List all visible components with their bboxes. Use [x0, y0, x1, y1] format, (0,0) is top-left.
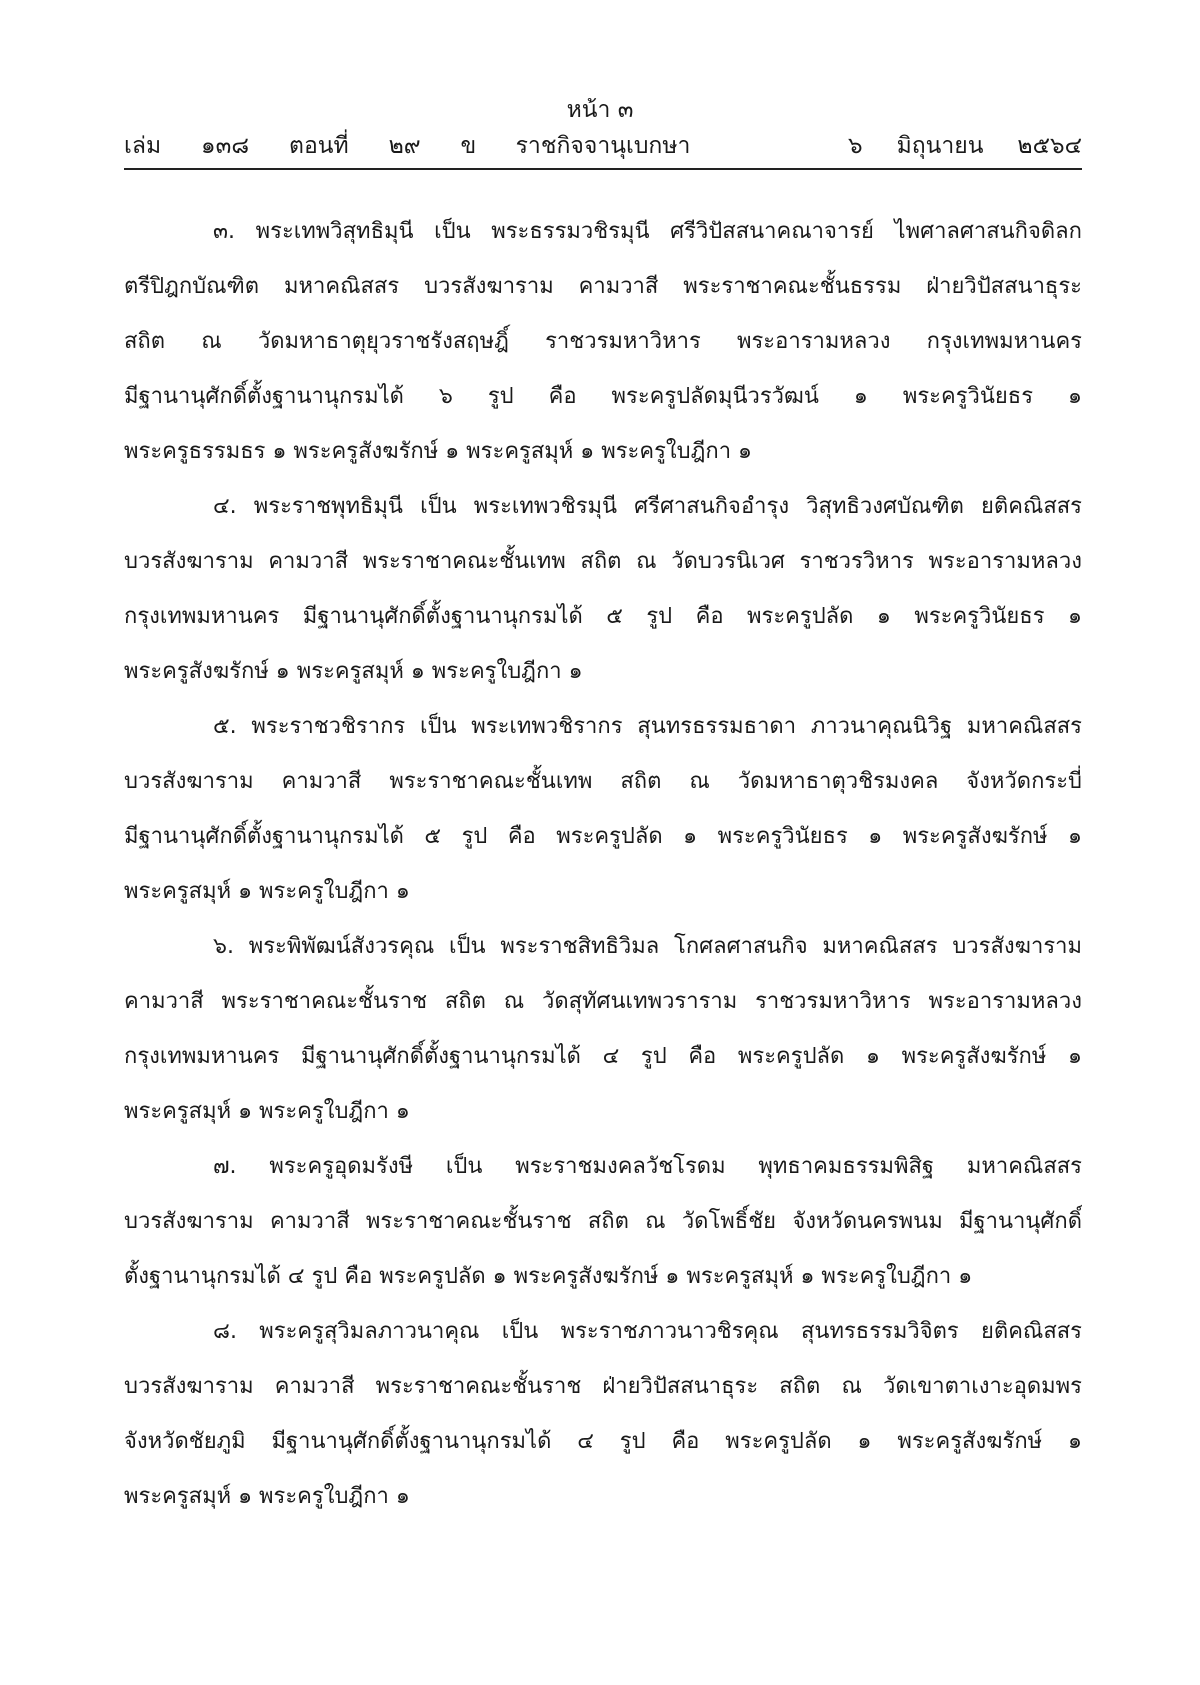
paragraph-item-8	[124, 1304, 1082, 1524]
paragraph-line: พระครูสังฆรักษ์ ๑ พระครูสมุห์ ๑ พระครูใบฎีกา ๑	[124, 659, 583, 684]
running-header	[124, 131, 1082, 163]
paragraph-line: ตรีปิฎกบัณฑิต มหาคณิสสร บวรสังฆาราม คามวาสี พระราชาคณะชั้นธรรม ฝ่ายวิปัสสนาธุระ	[124, 274, 1082, 299]
paragraph-line: ๕. พระราชวชิรากร เป็น พระเทพวชิรากร สุนทรธรรมธาดา ภาวนาคุณนิวิฐ มหาคณิสสร	[213, 714, 1082, 739]
paragraph-line: ๘. พระครูสุวิมลภาวนาคุณ เป็น พระราชภาวนาวชิรคุณ สุนทรธรรมวิจิตร ยติคณิสสร	[213, 1319, 1082, 1344]
page-number: หน้า ๓	[566, 97, 634, 123]
paragraph-line: บวรสังฆาราม คามวาสี พระราชาคณะชั้นราช ฝ่ายวิปัสสนาธุระ สถิต ณ วัดเขาตาเงาะอุดมพร	[124, 1374, 1082, 1399]
paragraph-line: ตั้งฐานานุกรมได้ ๔ รูป คือ พระครูปลัด ๑ พระครูสังฆรักษ์ ๑ พระครูสมุห์ ๑ พระครูใบฎีกา ๑	[124, 1264, 973, 1289]
paragraph-line: บวรสังฆาราม คามวาสี พระราชาคณะชั้นเทพ สถิต ณ วัดบวรนิเวศ ราชวรวิหาร พระอารามหลวง	[124, 549, 1082, 574]
paragraph-line: บวรสังฆาราม คามวาสี พระราชาคณะชั้นราช สถิต ณ วัดโพธิ์ชัย จังหวัดนครพนม มีฐานานุศักดิ์	[124, 1209, 1082, 1234]
paragraph-line: บวรสังฆาราม คามวาสี พระราชาคณะชั้นเทพ สถิต ณ วัดมหาธาตุวชิรมงคล จังหวัดกระบี่	[124, 769, 1082, 794]
publication-title: ราชกิจจานุเบกษา	[515, 133, 691, 159]
paragraph-line: กรุงเทพมหานคร มีฐานานุศักดิ์ตั้งฐานานุกรมได้ ๔ รูป คือ พระครูปลัด ๑ พระครูสังฆรักษ์ ๑	[124, 1044, 1082, 1069]
paragraph-item-5	[124, 699, 1082, 919]
paragraph-item-6	[124, 919, 1082, 1139]
paragraph-line: จังหวัดชัยภูมิ มีฐานานุศักดิ์ตั้งฐานานุกรมได้ ๔ รูป คือ พระครูปลัด ๑ พระครูสังฆรักษ์ ๑	[124, 1429, 1082, 1454]
paragraph-line: มีฐานานุศักดิ์ตั้งฐานานุกรมได้ ๕ รูป คือ พระครูปลัด ๑ พระครูวินัยธร ๑ พระครูสังฆรักษ์ ๑	[124, 824, 1082, 849]
paragraph-line: พระครูสมุห์ ๑ พระครูใบฎีกา ๑	[124, 1484, 410, 1509]
paragraph-line: คามวาสี พระราชาคณะชั้นราช สถิต ณ วัดสุทัศนเทพวราราม ราชวรมหาวิหาร พระอารามหลวง	[124, 989, 1082, 1014]
paragraph-line: มีฐานานุศักดิ์ตั้งฐานานุกรมได้ ๖ รูป คือ พระครูปลัดมุนีวรวัฒน์ ๑ พระครูวินัยธร ๑	[124, 384, 1082, 409]
volume-issue: เล่ม ๑๓๘ ตอนที่ ๒๙ ข	[124, 133, 477, 159]
paragraph-line: ๓. พระเทพวิสุทธิมุนี เป็น พระธรรมวชิรมุนี ศรีวิปัสสนาคณาจารย์ ไพศาลศาสนกิจดิลก	[213, 219, 1082, 244]
paragraph-line: ๗. พระครูอุดมรังษี เป็น พระราชมงคลวัชโรดม พุทธาคมธรรมพิสิฐ มหาคณิสสร	[213, 1154, 1082, 1179]
paragraph-line: พระครูธรรมธร ๑ พระครูสังฆรักษ์ ๑ พระครูสมุห์ ๑ พระครูใบฎีกา ๑	[124, 439, 753, 464]
paragraph-line: พระครูสมุห์ ๑ พระครูใบฎีกา ๑	[124, 879, 410, 904]
paragraph-line: กรุงเทพมหานคร มีฐานานุศักดิ์ตั้งฐานานุกรมได้ ๕ รูป คือ พระครูปลัด ๑ พระครูวินัยธร ๑	[124, 604, 1082, 629]
paragraph-item-7	[124, 1139, 1082, 1304]
paragraph-item-3	[124, 204, 1082, 479]
paragraph-item-4	[124, 479, 1082, 699]
header-divider	[124, 168, 1082, 170]
paragraph-line: ๔. พระราชพุทธิมุนี เป็น พระเทพวชิรมุนี ศรีศาสนกิจอำรุง วิสุทธิวงศบัณฑิต ยติคณิสสร	[213, 494, 1082, 519]
document-body	[124, 204, 1082, 1524]
paragraph-line: ๖. พระพิพัฒน์สังวรคุณ เป็น พระราชสิทธิวิมล โกศลศาสนกิจ มหาคณิสสร บวรสังฆาราม	[213, 934, 1082, 959]
issue-date: ๖ มิถุนายน ๒๕๖๔	[848, 133, 1082, 159]
paragraph-line: สถิต ณ วัดมหาธาตุยุวราชรังสฤษฎิ์ ราชวรมหาวิหาร พระอารามหลวง กรุงเทพมหานคร	[124, 329, 1082, 354]
paragraph-line: พระครูสมุห์ ๑ พระครูใบฎีกา ๑	[124, 1099, 410, 1124]
